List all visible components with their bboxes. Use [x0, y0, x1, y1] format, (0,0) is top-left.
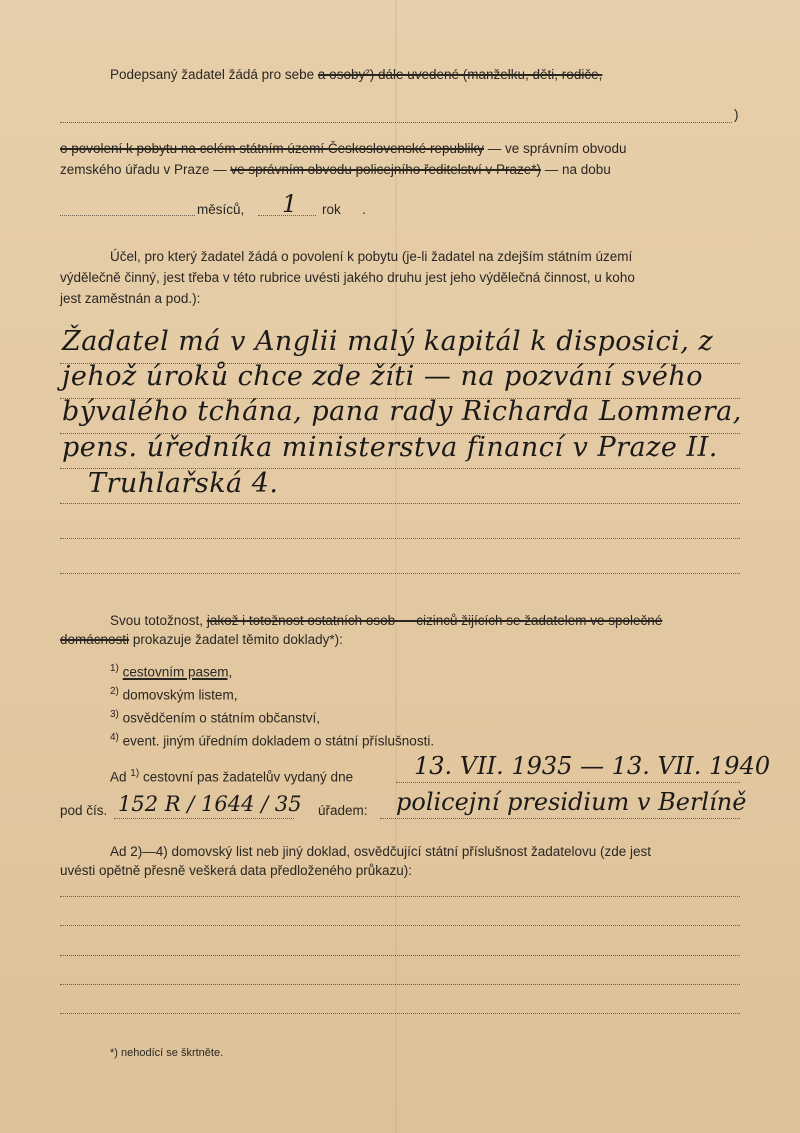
number-label: pod čís. — [60, 803, 108, 818]
other-docs-fill-line-3 — [60, 955, 740, 956]
issue-date-fill-line — [396, 782, 740, 783]
office-fill-line — [380, 818, 740, 819]
intro-prefix: Podepsaný žadatel žádá pro sebe — [110, 67, 315, 82]
purpose-fill-line-5 — [60, 503, 740, 504]
identity-prefix: Svou totožnost, — [110, 613, 204, 628]
months-label: měsíců, — [197, 202, 245, 217]
other-docs-fill-line-1 — [60, 896, 740, 897]
ad1-text: cestovní pas žadatelův vydaný dne — [142, 769, 354, 785]
handwritten-purpose-1: Žadatel má v Anglii malý kapitál k disposici, z — [62, 326, 714, 357]
footnote-mark: *) — [110, 1047, 118, 1059]
years-value: 1 — [282, 190, 298, 218]
doc-item-4-text: event. jiným úředním dokladem o státní příslušnosti. — [122, 733, 435, 749]
purpose-line-1: Účel, pro který žadatel žádá o povolení k pobytu (je-li žadatel na zdejším státním území — [110, 249, 633, 264]
identity-line-1 — [110, 612, 662, 630]
other-docs-fill-line-4 — [60, 984, 740, 985]
year-label: rok — [322, 202, 341, 217]
issuing-office-value: policejní presidium v Berlíně — [396, 788, 747, 816]
doc-item-1 — [110, 660, 232, 682]
handwritten-purpose-3: bývalého tchána, pana rady Richarda Lommera, — [62, 396, 742, 427]
permit-struck-line: o povolení k pobytu na celém státním území Československé republiky — [60, 141, 484, 156]
passport-issued-line — [110, 765, 353, 787]
office-label: úřadem: — [318, 803, 368, 818]
permit-line2-end: — na dobu — [544, 162, 611, 177]
permit-line2-struck: ve správním obvodu policejního ředitelství v Praze*) — [230, 162, 541, 177]
other-docs-fill-line-2 — [60, 925, 740, 926]
doc-item-4 — [110, 729, 434, 751]
doc-item-3-text: osvědčením o státním občanství, — [122, 710, 321, 726]
intro-line — [110, 66, 602, 84]
intro-struck-text: a osoby²) dále uvedené (manželku, děti, rodiče, — [317, 67, 603, 82]
permit-line2-start: zemského úřadu v Praze — — [60, 162, 227, 177]
doc-item-2-text: domovským listem, — [122, 687, 238, 703]
purpose-line-2: výdělečně činný, jest třeba v této rubrice uvésti jakého druhu jest jeho výdělečná činnost, u koho — [60, 270, 635, 285]
intro-paren-close: ) — [734, 107, 739, 122]
passport-number-value: 152 R / 1644 / 35 — [118, 792, 302, 816]
permit-dash-text: — ve správním obvodu — [487, 141, 627, 156]
identity-struck-2: domácnosti — [60, 632, 130, 647]
other-docs-line-2: uvésti opětně přesně veškerá data předloženého průkazu): — [60, 863, 412, 878]
other-docs-fill-line-5 — [60, 1013, 740, 1014]
doc-item-2 — [110, 683, 237, 705]
handwritten-purpose-2: jehož úroků chce zde žíti — na pozvání svého — [62, 361, 703, 392]
doc-item-3 — [110, 706, 320, 728]
ad1-sup: 1) — [130, 768, 140, 779]
purpose-fill-line-6 — [60, 538, 740, 539]
year-period: . — [362, 202, 366, 217]
issue-date-value: 13. VII. 1935 — 13. VII. 1940 — [414, 752, 771, 780]
purpose-fill-line-7 — [60, 573, 740, 574]
footnote — [110, 1044, 223, 1062]
purpose-line-3: jest zaměstnán a pod.): — [60, 291, 201, 306]
handwritten-purpose-4: pens. úředníka ministerstva financí v Praze II. — [62, 432, 718, 463]
months-fill-line — [60, 215, 195, 216]
intro-fill-line — [60, 122, 732, 123]
other-docs-line-1: Ad 2)—4) domovský list neb jiný doklad, osvědčující státní příslušnost žadatelovu (zde jest — [110, 844, 652, 859]
doc-item-4-num: 4) — [110, 732, 119, 743]
number-fill-line — [114, 818, 294, 819]
permit-line-2 — [60, 161, 611, 179]
identity-struck-1: jakož i totožnost ostatních osob — cizinců žijících se žadatelem ve společné — [206, 613, 663, 628]
handwritten-purpose-5: Truhlařská 4. — [88, 468, 279, 499]
identity-line-2 — [60, 631, 343, 649]
ad1-prefix: Ad — [110, 769, 127, 785]
footnote-text: nehodící se škrtněte. — [121, 1047, 224, 1059]
doc-item-2-num: 2) — [110, 686, 119, 697]
doc-item-3-num: 3) — [110, 709, 119, 720]
permit-line-1 — [60, 140, 627, 158]
doc-item-1-num: 1) — [110, 663, 119, 674]
doc-item-1-text: cestovním pasem, — [122, 664, 233, 680]
identity-rest: prokazuje žadatel těmito doklady*): — [132, 632, 343, 647]
